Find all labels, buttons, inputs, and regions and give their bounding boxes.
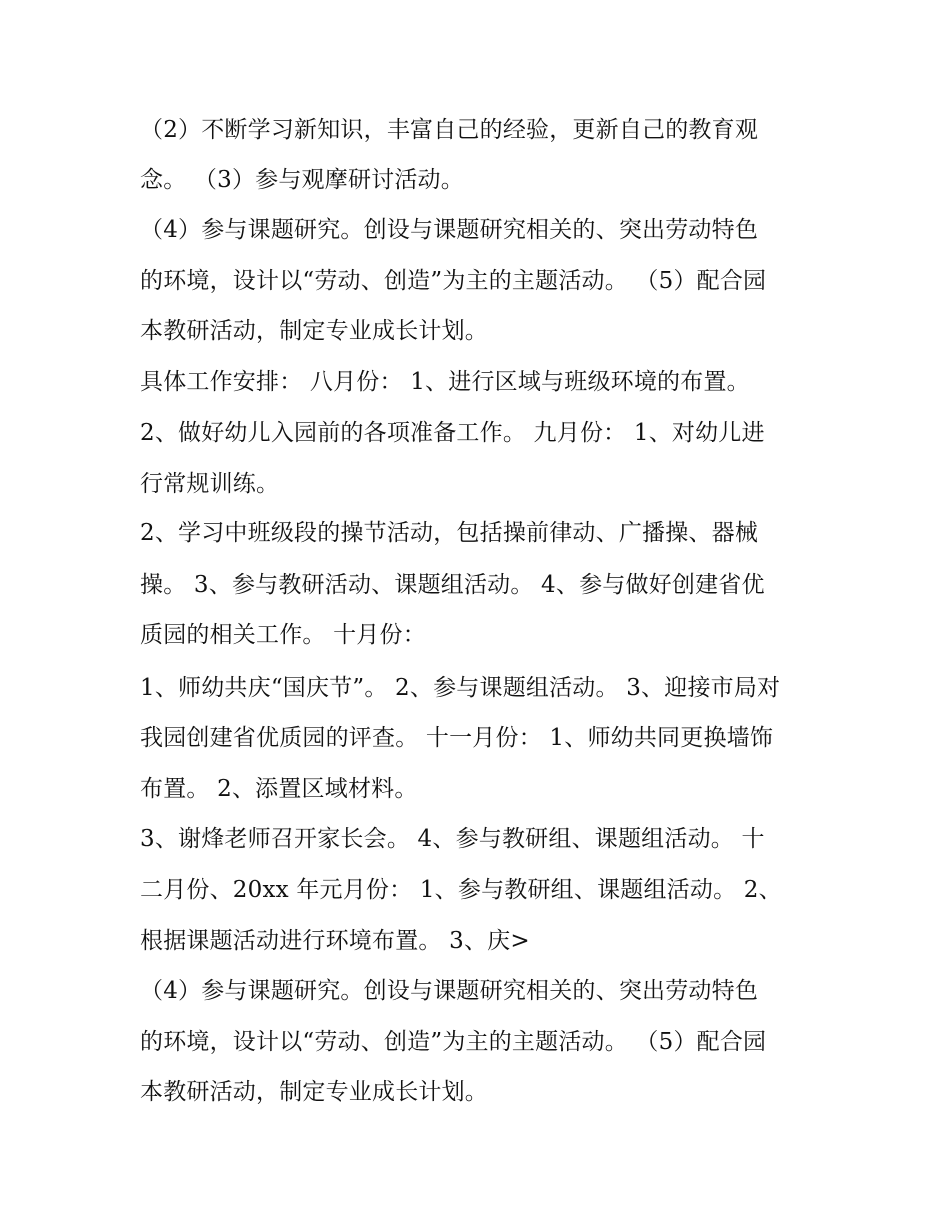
text-line: 2、学习中班级段的操节活动，包括操前律动、广播操、器械 [140,520,759,546]
text-line: 布置。 2、添置区域材料。 [140,776,418,802]
text-line: 行常规训练。 [140,471,280,497]
text-line: 1、师幼共庆“国庆节”。 2、参与课题组活动。 3、迎接市局对 [140,675,781,701]
text-line: 操。 3、参与教研活动、课题组活动。 4、参与做好创建省优 [140,572,765,598]
text-line: 本教研活动，制定专业成长计划。 [140,318,488,344]
text-line: （4）参与课题研究。创设与课题研究相关的、突出劳动特色 [140,217,759,243]
text-line: 质园的相关工作。 十月份： [140,622,426,648]
text-line: 我园创建省优质园的评查。 十一月份： 1、师幼共同更换墙饰 [140,725,774,751]
text-line: 本教研活动，制定专业成长计划。 [140,1079,488,1105]
text-line: 念。 （3）参与观摩研讨活动。 [140,167,464,193]
text-line: 二月份、20xx 年元月份： 1、参与教研组、课题组活动。 2、 [140,877,782,903]
text-line: 3、谢烽老师召开家长会。 4、参与教研组、课题组活动。 十 [140,826,765,852]
text-line: 的环境，设计以“劳动、创造”为主的主题活动。 （5）配合园 [140,1029,767,1055]
text-line: 的环境，设计以“劳动、创造”为主的主题活动。 （5）配合园 [140,268,767,294]
text-line: 根据课题活动进行环境布置。 3、庆> [140,928,530,954]
text-line: 2、做好幼儿入园前的各项准备工作。 九月份： 1、对幼儿进 [140,420,765,446]
text-line: （2）不断学习新知识，丰富自己的经验，更新自己的教育观 [140,117,759,143]
text-line: 具体工作安排： 八月份： 1、进行区域与班级环境的布置。 [140,369,750,395]
text-line: （4）参与课题研究。创设与课题研究相关的、突出劳动特色 [140,978,759,1004]
